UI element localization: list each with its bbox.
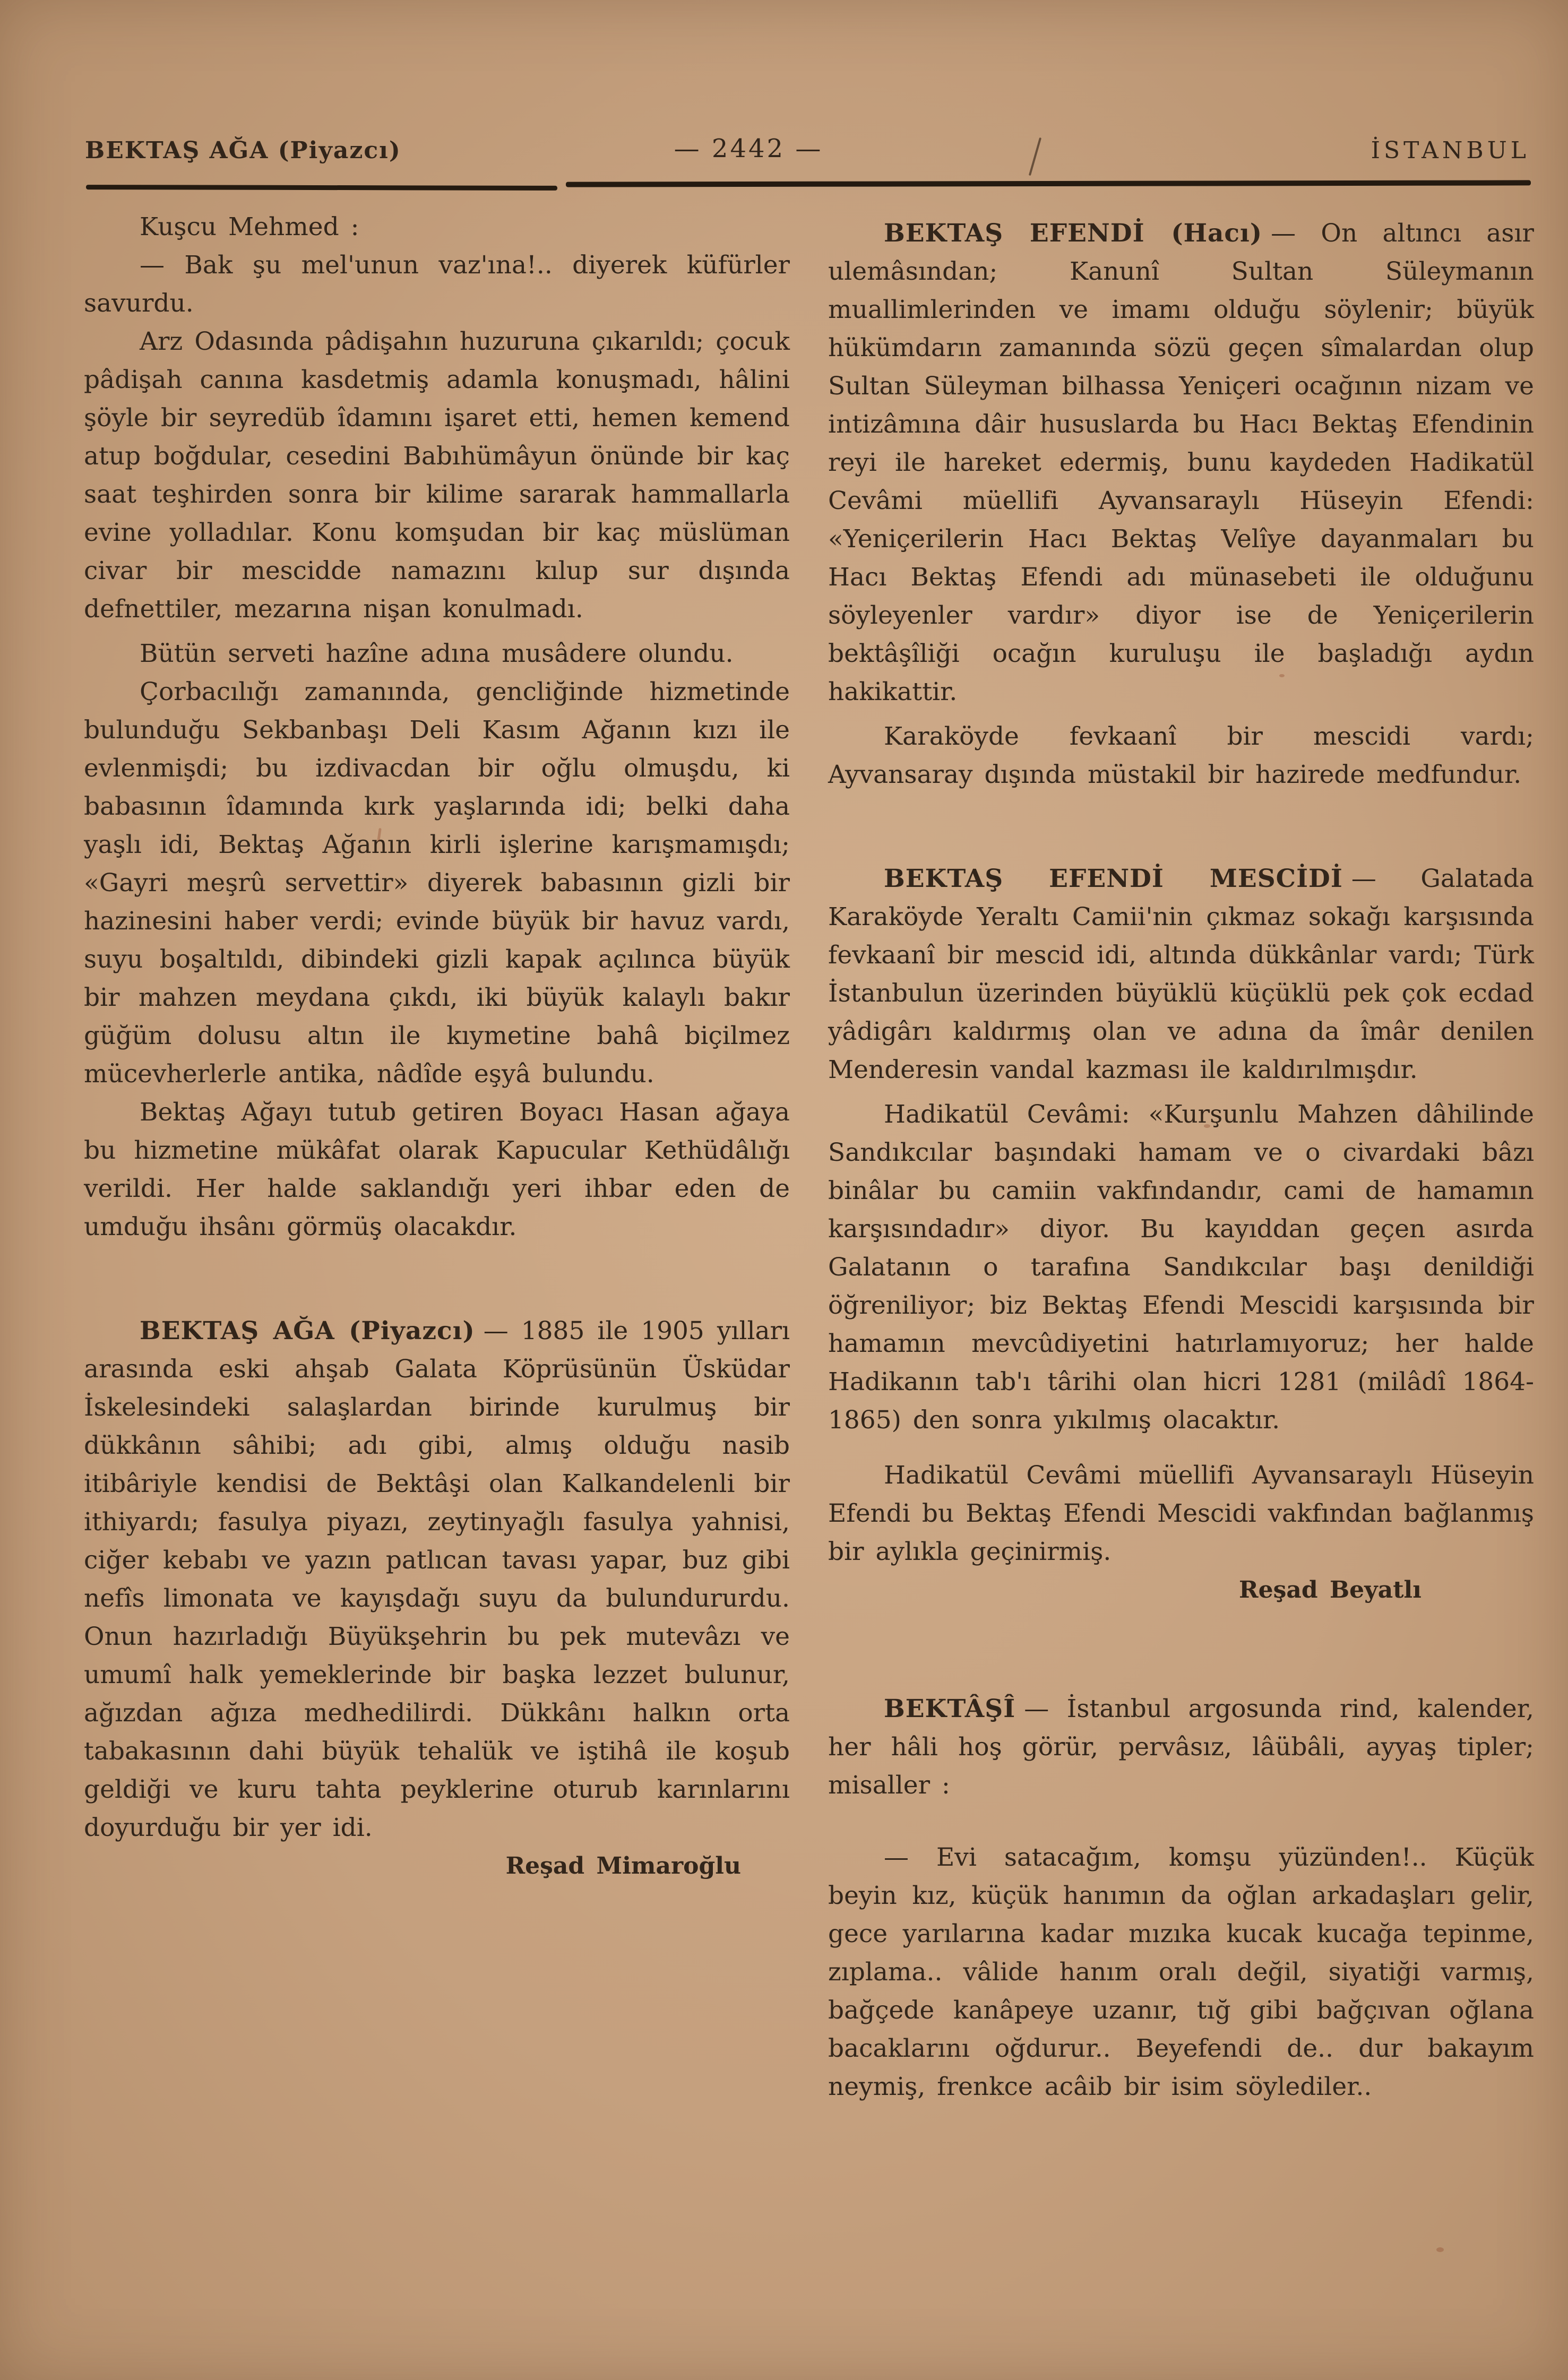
entry-paragraph <box>828 1690 1534 1805</box>
entry-paragraph <box>828 214 1534 711</box>
paragraph: Hadikatül Cevâmi müellifi Ayvansaraylı Hüseyin Efendi bu Bektaş Efendi Mescidi vakfından bağlanmış bir aylıkla geçinirmiş. <box>828 1461 1534 1566</box>
page-number: — 2442 — <box>674 134 823 163</box>
header-rule-left-segment <box>86 185 557 191</box>
running-head <box>0 0 1568 191</box>
running-head-entry-ref: BEKTAŞ AĞA (Piyazcı) <box>85 137 401 164</box>
entry-body: — Galatada Karaköyde Yeraltı Camii'nin çıkmaz sokağı karşısında fevkaanî bir mescid idi, altında dükkânlar vardı; Türk İstanbulun üzerinden büyüklü küçüklü pek çok ecdad yâdigârı kaldırmış olan ve adına da îmâr denilen Menderesin vandal kazması ile kaldırılmışdır. <box>828 864 1534 1084</box>
right-column <box>828 214 1534 2106</box>
entry-heading: BEKTAŞ EFENDİ (Hacı) <box>884 219 1263 248</box>
header-rule-right-segment <box>566 180 1531 187</box>
entry-paragraph <box>84 1312 790 1847</box>
paragraph: — Bak şu mel'unun vaz'ına!.. diyerek küfürler savurdu. <box>84 251 790 318</box>
paper-speck <box>1279 674 1285 677</box>
entry-heading: BEKTAŞ AĞA (Piyazcı) <box>140 1316 475 1346</box>
paragraph: Çorbacılığı zamanında, gencliğinde hizmetinde bulunduğu Sekbanbaşı Deli Kasım Ağanın kızı ile evlenmişdi; bu izdivacdan bir oğlu olmuşdu, ki babasının îdamında kırk yaşlarında idi; belki daha yaşlı idi, Bektaş Ağanın kirli işlerine karışmamışdı; «Gayri meşrû servettir» diyerek babasının gizli bir hazinesini haber verdi; evinde büyük bir havuz vardı, suyu boşaltıldı, dibindeki gizli kapak açılınca büyük bir mahzen meydana çıkdı, iki büyük kalaylı bakır güğüm dolusu altın ile kıymetine bahâ biçilmez mücevherlerle antika, nâdîde eşyâ bulundu. <box>84 677 790 1089</box>
quote-paragraph: — Evi satacağım, komşu yüzünden!.. Küçük beyin kız, küçük hanımın da oğlan arkadaşları gelir, gece yarılarına kadar mızıka kucak kucağa tepinme, zıplama.. vâlide hanım oralı değil, siyatiği varmış, bağçede kanâpeye uzanır, tığ gibi bağçıvan oğlana bacaklarını oğdurur.. Beyefendi de.. dur bakayım neymiş, frenkce acâib bir isim söylediler.. <box>828 1843 1534 2101</box>
paragraph: Kuşcu Mehmed : <box>140 212 359 242</box>
paper-speck <box>1204 1124 1210 1128</box>
paragraph: Hadikatül Cevâmi: «Kurşunlu Mahzen dâhilinde Sandıkcılar başındaki hamam ve o civardaki bâzı binâlar bu camiin vakfındandır, cami de hamamın karşısındadır» diyor. Bu kayıddan geçen asırda Galatanın o tarafına Sandıkcılar başı denildiği öğreniliyor; biz Bektaş Efendi Mescidi karşısında bir hamamın mevcûdiyetini hatırlamıyoruz; her halde Hadikanın tab'ı târihi olan hicri 1281 (milâdî 1864-1865) den sonra yıkılmış olacaktır. <box>828 1100 1534 1435</box>
entry-body: — 1885 ile 1905 yılları arasında eski ahşab Galata Köprüsünün Üsküdar İskelesindeki salaşlardan birinde kurulmuş bir dükkânın sâhibi; adı gibi, almış olduğu nasib itibâriyle kendisi de Bektâşi olan Kalkandelenli bir ithiyardı; fasulya piyazı, zeytinyağlı fasulya yahnisi, ciğer kebabı ve yazın patlıcan tavası yapar, buz gibi nefîs limonata ve kayışdağı suyu da bulundururdu. Onun hazırladığı Büyükşehrin bu pek mutevâzı ve umumî halk yemeklerinde bir başka lezzet bulunur, ağızdan ağıza medhedilirdi. Dükkânı halkın orta tabakasının dahi büyük tehalük ve iştihâ ile koşub geldiği ve kuru tahta peyklerine oturub karınlarını doyurduğu bir yer idi. <box>84 1316 790 1842</box>
paragraph: Arz Odasında pâdişahın huzuruna çıkarıldı; çocuk pâdişah canına kasdetmiş adamla konuşmadı, hâlini şöyle bir seyredüb îdamını işaret etti, hemen kemend atup boğdular, cesedini Babıhümâyun önünde bir kaç saat teşhirden sonra bir kilime sararak hammallarla evine yolladılar. Konu komşudan bir kaç müslüman civar bir mescidde namazını kılup sur dışında defnettiler, mezarına nişan konulmadı. <box>84 327 790 624</box>
publication-title: İSTANBUL <box>1371 137 1530 164</box>
ink-artifact <box>1029 137 1041 176</box>
paragraph: Karaköyde fevkaanî bir mescidi vardı; Ayvansaray dışında müstakil bir hazirede medfundur. <box>828 722 1534 789</box>
entry-body: — İstanbul argosunda rind, kalender, her hâli hoş görür, pervâsız, lâübâli, ayyaş tipler; misaller : <box>828 1694 1534 1800</box>
author-signature: Reşad Beyatlı <box>1239 1576 1421 1603</box>
paragraph: Bektaş Ağayı tutub getiren Boyacı Hasan ağaya bu hizmetine mükâfat olarak Kapucular Kethüdâlığı verildi. Her halde saklandığı yeri ihbar eden de umduğu ihsânı görmüş olacakdır. <box>84 1098 790 1241</box>
entry-body: — On altıncı asır ulemâsından; Kanunî Sultan Süleymanın muallimlerinden ve imamı olduğu söylenir; büyük hükümdarın zamanında sözü geçen sîmalardan olup Sultan Süleyman bilhassa Yeniçeri ocağının nizam ve intizâmına dâir hususlarda bu Hacı Bektaş Efendinin reyi ile hareket edermiş, bunu kaydeden Hadikatül Cevâmi müellifi Ayvansaraylı Hüseyin Efendi: «Yeniçerilerin Hacı Bektaş Velîye dayanmaları bu Hacı Bektaş Efendi adı münasebeti ile olduğunu söyleyenler vardır» diyor ise de Yeniçerilerin bektâşîliği ocağın kuruluşu ile başladığı aydın hakikattir. <box>828 219 1535 706</box>
paper-speck <box>1436 2247 1444 2252</box>
paragraph: Bütün serveti hazîne adına musâdere olundu. <box>140 639 734 668</box>
entry-heading: BEKTÂŞÎ <box>884 1694 1016 1723</box>
left-column <box>84 208 790 1885</box>
author-signature: Reşad Mimaroğlu <box>505 1852 741 1879</box>
entry-heading: BEKTAŞ EFENDİ MESCİDİ <box>884 864 1343 893</box>
entry-paragraph <box>828 860 1534 1089</box>
